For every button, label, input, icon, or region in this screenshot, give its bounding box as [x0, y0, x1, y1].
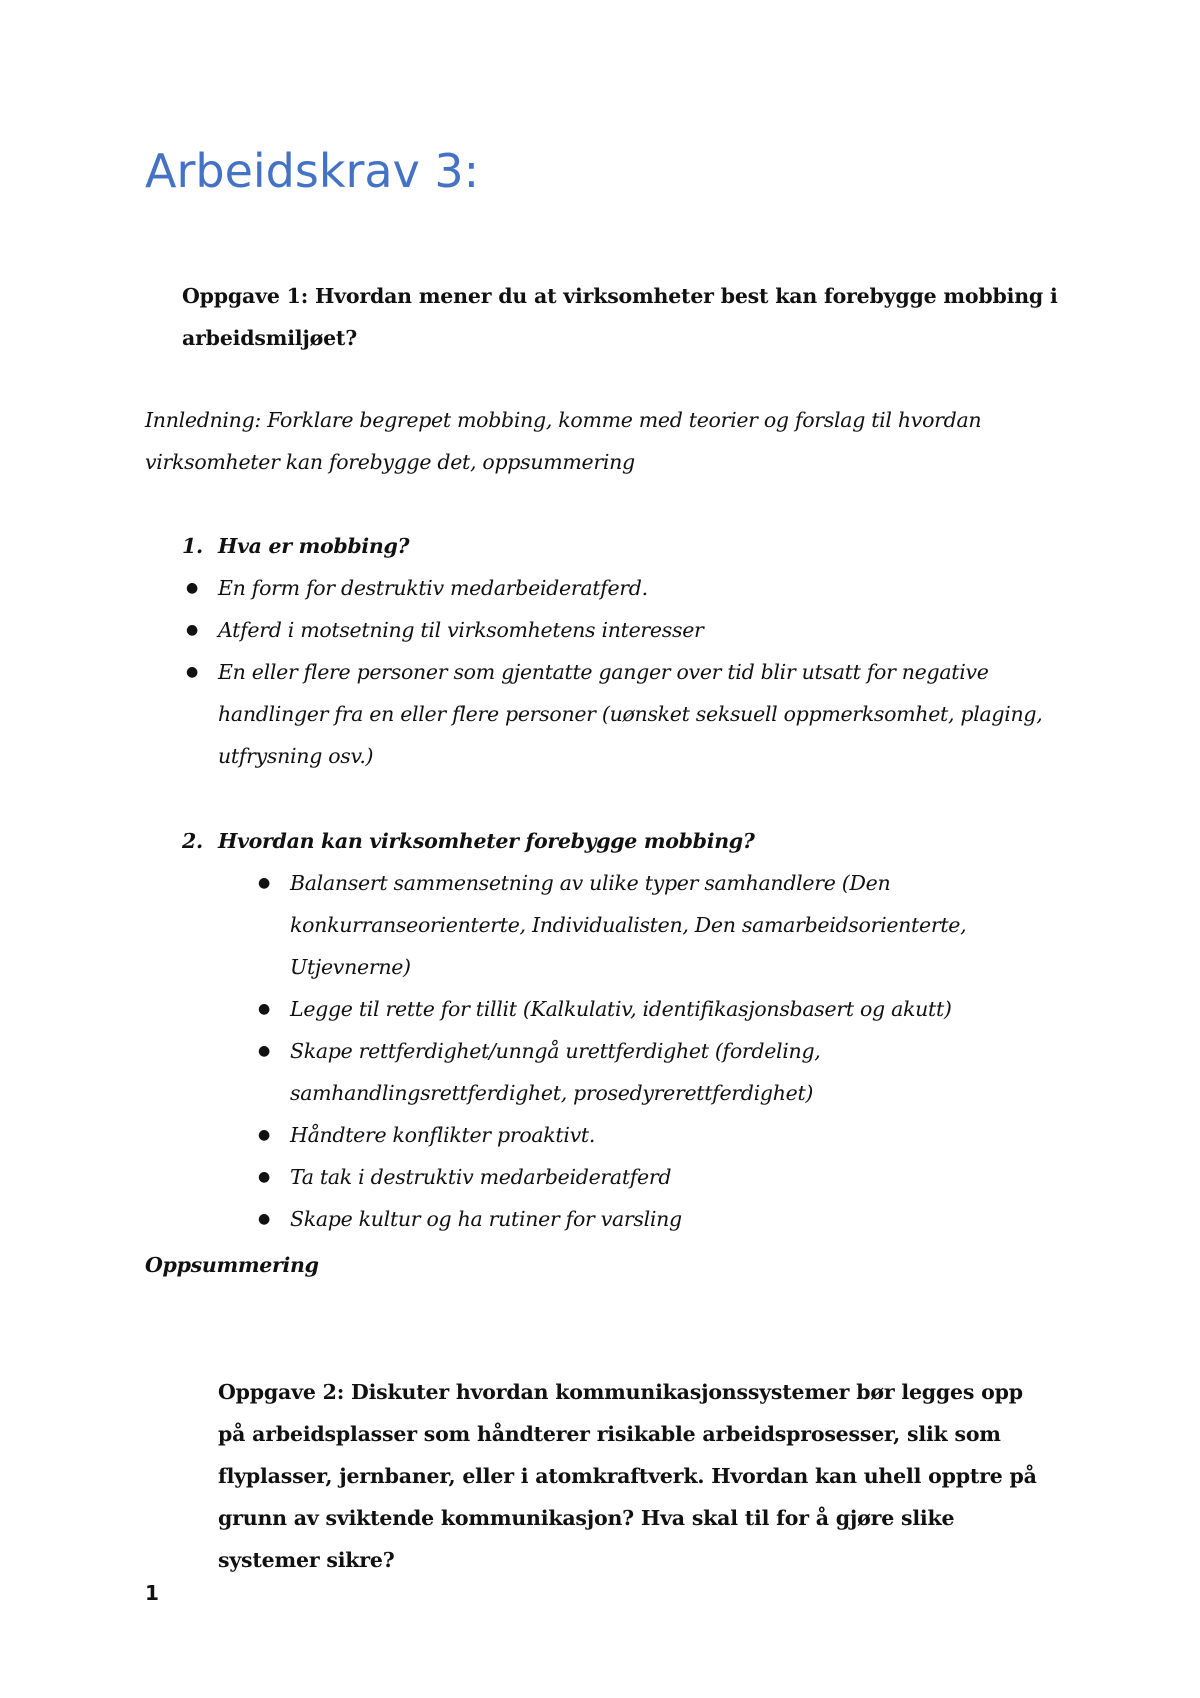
intro-paragraph: Innledning: Forklare begrepet mobbing, komme med teorier og forslag til hvordan virksomheter kan forebygge det, oppsummering	[145, 408, 982, 474]
list-item-text: Atferd i motsetning til virksomhetens interesser	[218, 618, 704, 642]
list-item	[258, 988, 1070, 1030]
bullet-icon: ●	[258, 1127, 270, 1143]
list-item-text: En eller flere personer som gjentatte ganger over tid blir utsatt for negative handlinger fra en eller flere personer (uønsket seksuell oppmerksomhet, plaging, utfrysning osv.)	[218, 660, 1043, 768]
bullet-icon: ●	[258, 875, 270, 891]
list-item-text: Skape rettferdighet/unngå urettferdighet (fordeling, samhandlingsrettferdighet, prosedyrerettferdighet)	[290, 1039, 821, 1105]
section-1-number: 1.	[182, 534, 203, 558]
document-title: Arbeidskrav 3:	[145, 144, 480, 198]
list-item	[186, 567, 1058, 609]
list-item	[258, 1156, 1070, 1198]
bullet-icon: ●	[186, 664, 198, 680]
bullet-icon: ●	[258, 1211, 270, 1227]
list-item	[186, 609, 1058, 651]
list-item-text: Legge til rette for tillit (Kalkulativ, identifikasjonsbasert og akutt)	[290, 997, 952, 1021]
list-item-text: Balansert sammensetning av ulike typer samhandlere (Den konkurranseorienterte, Individualisten, Den samarbeidsorienterte, Utjevnerne)	[290, 871, 967, 979]
bullet-icon: ●	[258, 1169, 270, 1185]
list-item-text: Håndtere konflikter proaktivt.	[290, 1123, 596, 1147]
list-item	[258, 1030, 1070, 1114]
section-1-bullet-list	[186, 567, 1058, 777]
list-item	[186, 651, 1058, 777]
list-item-text: En form for destruktiv medarbeideratferd.	[218, 576, 648, 600]
list-item-text: Skape kultur og ha rutiner for varsling	[290, 1207, 682, 1231]
section-2-bullet-list	[258, 862, 1070, 1240]
page-number: 1	[145, 1581, 159, 1605]
section-2-number: 2.	[182, 829, 203, 853]
bullet-icon: ●	[258, 1043, 270, 1059]
section-1-heading	[182, 525, 409, 567]
list-item	[258, 862, 1070, 988]
section-2-heading-text: Hvordan kan virksomheter forebygge mobbing?	[218, 829, 755, 853]
list-item-text: Ta tak i destruktiv medarbeideratferd	[290, 1165, 672, 1189]
question-2: Oppgave 2: Diskuter hvordan kommunikasjonssystemer bør legges opp på arbeidsplasser som håndterer risikable arbeidsprosesser, slik som flyplasser, jernbaner, eller i atomkraftverk. Hvordan kan uhell opptre på grunn av sviktende kommunikasjon? Hva skal til for å gjøre slike systemer sikre?	[218, 1380, 1037, 1572]
question-1: Oppgave 1: Hvordan mener du at virksomheter best kan forebygge mobbing i arbeidsmiljøet?	[182, 284, 1058, 350]
bullet-icon: ●	[258, 1001, 270, 1017]
section-1-heading-text: Hva er mobbing?	[218, 534, 410, 558]
summary-heading: Oppsummering	[145, 1253, 319, 1277]
list-item	[258, 1114, 1070, 1156]
bullet-icon: ●	[186, 622, 198, 638]
list-item	[258, 1198, 1070, 1240]
bullet-icon: ●	[186, 580, 198, 596]
section-2-heading	[182, 820, 755, 862]
